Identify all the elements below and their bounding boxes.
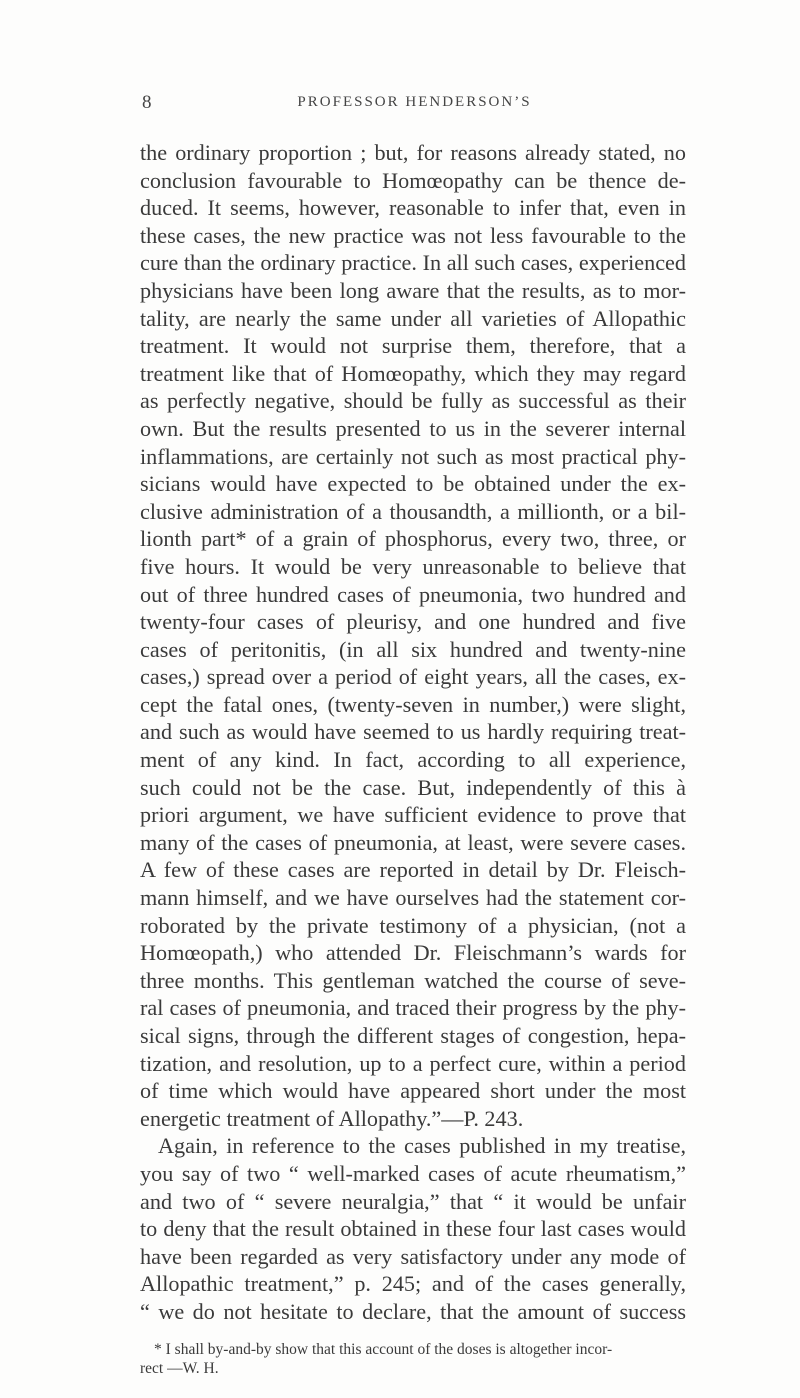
text-line: duced. It seems, however, reasonable to infer that, even in [140, 195, 686, 221]
text-line: have been regarded as very satisfactory under any mode of [140, 1243, 686, 1269]
text-line: ment of any kind. In fact, according to all experience, [140, 747, 686, 773]
text-line: conclusion favourable to Homœopathy can be thence de- [140, 167, 686, 193]
footnote [140, 1340, 686, 1378]
text-line: tization, and resolution, up to a perfect cure, within a period [140, 1050, 686, 1076]
text-line: treatment. It would not surprise them, therefore, that a [140, 333, 686, 359]
text-line: own. But the results presented to us in the severer internal [140, 415, 686, 441]
text-line: Homœopath,) who attended Dr. Fleischmann’s wards for [140, 940, 686, 966]
text-line: clusive administration of a thousandth, a millionth, or a bil- [140, 498, 686, 524]
text-line: energetic treatment of Allopathy.”—P. 243. [140, 1105, 524, 1131]
page-number: 8 [142, 92, 153, 113]
text-line: A few of these cases are reported in detail by Dr. Fleisch- [140, 857, 686, 883]
text-line: sicians would have expected to be obtained under the ex- [140, 471, 686, 497]
text-line: out of three hundred cases of pneumonia, two hundred and [140, 581, 686, 607]
text-line: such could not be the case. But, independently of this à [140, 774, 686, 800]
text-line: Allopathic treatment,” p. 245; and of the cases generally, [140, 1271, 686, 1297]
text-line: of time which would have appeared short under the most [140, 1078, 686, 1104]
text-line: “ we do not hesitate to declare, that the amount of success [140, 1298, 686, 1324]
text-line: sical signs, through the different stages of congestion, hepa- [140, 1023, 686, 1048]
text-line: five hours. It would be very unreasonable to believe that [140, 553, 686, 579]
text-line: treatment like that of Homœopathy, which they may regard [140, 360, 686, 386]
text-line: cure than the ordinary practice. In all such cases, experienced [140, 250, 686, 276]
running-title: PROFESSOR HENDERSON’S [297, 94, 532, 110]
text-line: three months. This gentleman watched the course of seve- [140, 967, 686, 993]
text-line: inflammations, are certainly not such as most practical phy- [140, 443, 686, 469]
text-line: as perfectly negative, should be fully as successful as their [140, 388, 686, 414]
running-head [142, 92, 687, 116]
text-line: Again, in reference to the cases published in my treatise, [158, 1133, 686, 1159]
text-line: twenty-four cases of pleurisy, and one hundred and five [140, 609, 686, 635]
text-line: to deny that the result obtained in these four last cases would [140, 1216, 686, 1242]
text-line: ral cases of pneumonia, and traced their progress by the phy- [140, 995, 686, 1021]
text-line: lionth part* of a grain of phosphorus, every two, three, or [140, 526, 686, 552]
text-line: physicians have been long aware that the results, as to mor- [140, 277, 686, 303]
text-line: cept the fatal ones, (twenty-seven in number,) were slight, [140, 691, 686, 717]
text-line: and two of “ severe neuralgia,” that “ it would be unfair [140, 1188, 686, 1214]
footnote-line: * I shall by-and-by show that this account of the doses is altogether incor- [154, 1341, 613, 1358]
text-line: these cases, the new practice was not less favourable to the [140, 222, 686, 248]
footnote-line: rect —W. H. [140, 1360, 219, 1377]
text-line: and such as would have seemed to us hardly requiring treat- [140, 719, 686, 745]
text-line: cases of peritonitis, (in all six hundred and twenty-nine [140, 636, 686, 662]
text-line: roborated by the private testimony of a physician, (not a [140, 912, 686, 938]
text-line: mann himself, and we have ourselves had the statement cor- [140, 885, 686, 911]
text-line: cases,) spread over a period of eight years, all the cases, ex- [140, 664, 686, 690]
text-line: many of the cases of pneumonia, at least, were severe cases. [140, 829, 686, 855]
text-line: tality, are nearly the same under all varieties of Allopathic [140, 305, 686, 331]
text-line: the ordinary proportion ; but, for reasons already stated, no [140, 140, 686, 165]
body-text [140, 139, 686, 1326]
text-line: priori argument, we have sufficient evidence to prove that [140, 802, 686, 828]
text-line: you say of two “ well-marked cases of acute rheumatism,” [140, 1160, 686, 1186]
